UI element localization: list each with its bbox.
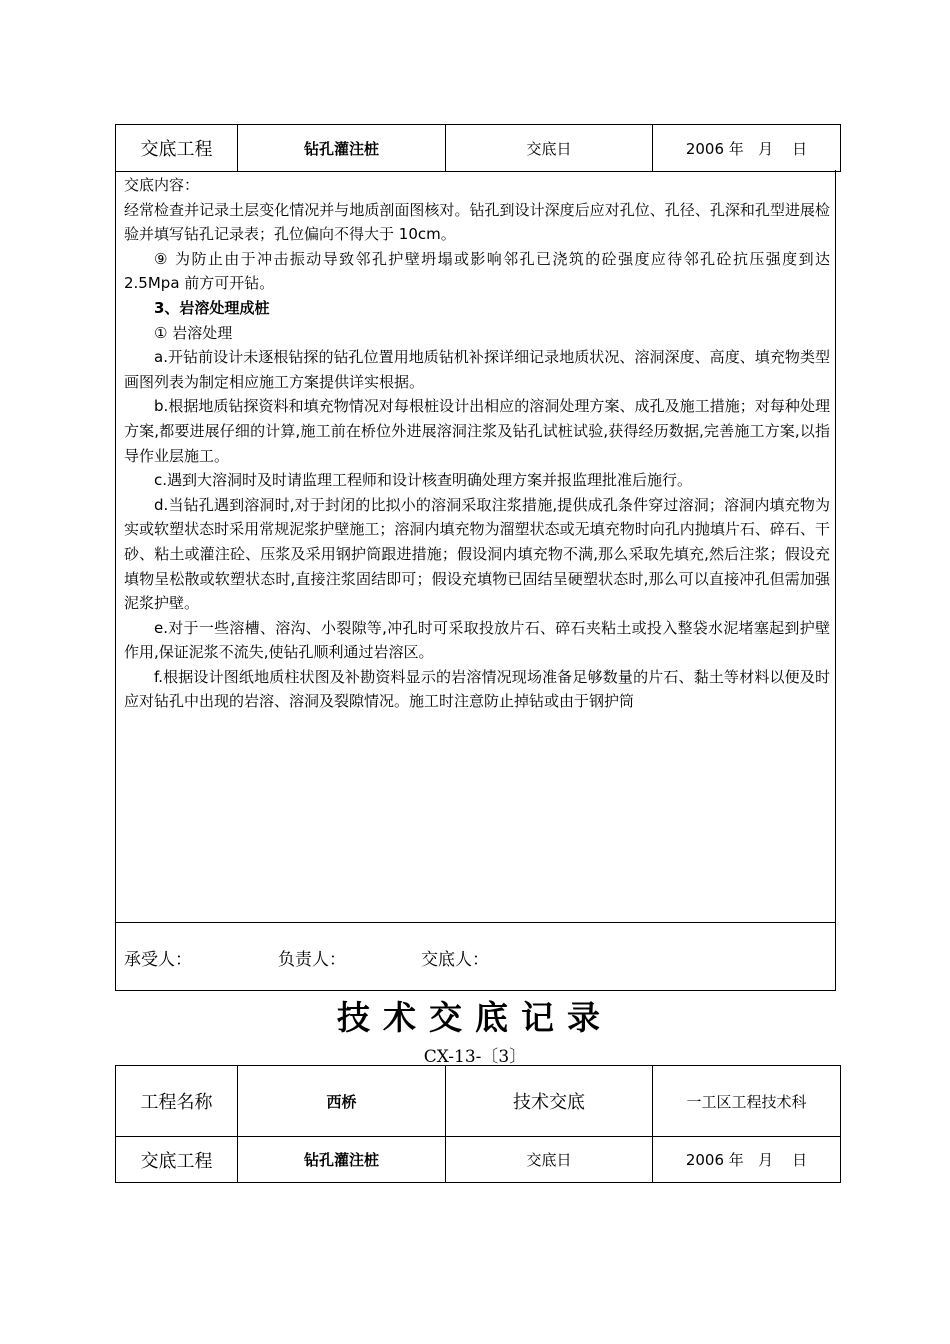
- date-value: 2006 年 月 日: [653, 1137, 841, 1183]
- sub-heading: ① 岩溶处理: [154, 323, 233, 342]
- record-code: CX-13-〔3〕: [423, 1047, 527, 1067]
- tech-brief-value: 一工区工程技术科: [653, 1066, 841, 1137]
- project-name-value: 西桥: [238, 1066, 446, 1137]
- item-e: e.对于一些溶槽、溶沟、小裂隙等,冲孔时可采取投放片石、碎石夹粘土或投入整袋水泥堵塞起到护壁作用,保证泥浆不流失,使钻孔顺利通过岩溶区。: [124, 618, 830, 662]
- project-name-label: 工程名称: [116, 1066, 238, 1137]
- item-d: d.当钻孔遇到溶洞时,对于封闭的比拟小的溶洞采取注浆措施,提供成孔条件穿过溶洞；溶洞内填充物为实或软塑状态时采用常规泥浆护壁施工；溶洞内填充物为溜塑状态或无填充物时向孔内抛填片石、碎石、干砂、粘土或灌注砼、压浆及采用钢护筒跟进措施；假设洞内填充物不满,那么采取先填充,然后注浆；假设充填物呈松散或软塑状态时,直接注浆固结即可；假设充填物已固结呈硬塑状态时,那么可以直接冲孔但需加强泥浆护壁。: [124, 495, 830, 613]
- project-label: 交底工程: [116, 125, 238, 172]
- section-heading: 3、岩溶处理成桩: [154, 298, 270, 317]
- date-label: 交底日: [446, 1137, 653, 1183]
- item-c: c.遇到大溶洞时及时请监理工程师和设计核查明确处理方案并报监理批准后施行。: [154, 471, 693, 490]
- content-text: [124, 173, 830, 714]
- paragraph-2: ⑨ 为防止由于冲击振动导致邻孔护壁坍塌或影响邻孔已浇筑的砼强度应待邻孔砼抗压强度到达 2.5Mpa 前方可开钻。: [124, 249, 830, 293]
- top-header-table: [115, 124, 841, 172]
- item-f: f.根据设计图纸地质柱状图及补勘资料显示的岩溶情况现场准备足够数量的片石、黏土等材料以便及时应对钻孔中出现的岩溶、溶洞及裂隙情况。施工时注意防止掉钻或由于钢护筒: [124, 667, 830, 711]
- bottom-header-table: [115, 1065, 841, 1183]
- project-value: 钻孔灌注桩: [238, 1137, 446, 1183]
- presenter-label: 交底人：: [421, 950, 489, 970]
- paragraph-1: 经常检查并记录土层变化情况并与地质剖面图核对。钻孔到设计深度后应对孔位、孔径、孔深和孔型进展检验并填写钻孔记录表；孔位偏向不得大于 10cm。: [124, 200, 830, 244]
- responsible-label: 负责人：: [278, 950, 346, 970]
- content-heading: 交底内容：: [124, 176, 200, 194]
- project-label: 交底工程: [116, 1137, 238, 1183]
- record-title: 技术交底记录: [337, 998, 613, 1037]
- content-box: [115, 170, 836, 923]
- item-b: b.根据地质钻探资料和填充物情况对每根桩设计出相应的溶洞处理方案、成孔及施工措施；对每种处理方案,都要进展仔细的计算,施工前在桥位外进展溶洞注浆及钻孔试桩试验,获得经历数据,完善施工方案,以指导作业层施工。: [124, 397, 830, 465]
- signature-row: [115, 922, 836, 991]
- project-value: 钻孔灌注桩: [238, 125, 446, 172]
- receiver-label: 承受人：: [124, 950, 192, 970]
- item-a: a.开钻前设计未逐根钻探的钻孔位置用地质钻机补探详细记录地质状况、溶洞深度、高度、填充物类型画图列表为制定相应施工方案提供详实根据。: [124, 348, 830, 391]
- date-label: 交底日: [446, 125, 653, 172]
- tech-brief-label: 技术交底: [446, 1066, 653, 1137]
- date-value: 2006 年 月 日: [653, 125, 841, 172]
